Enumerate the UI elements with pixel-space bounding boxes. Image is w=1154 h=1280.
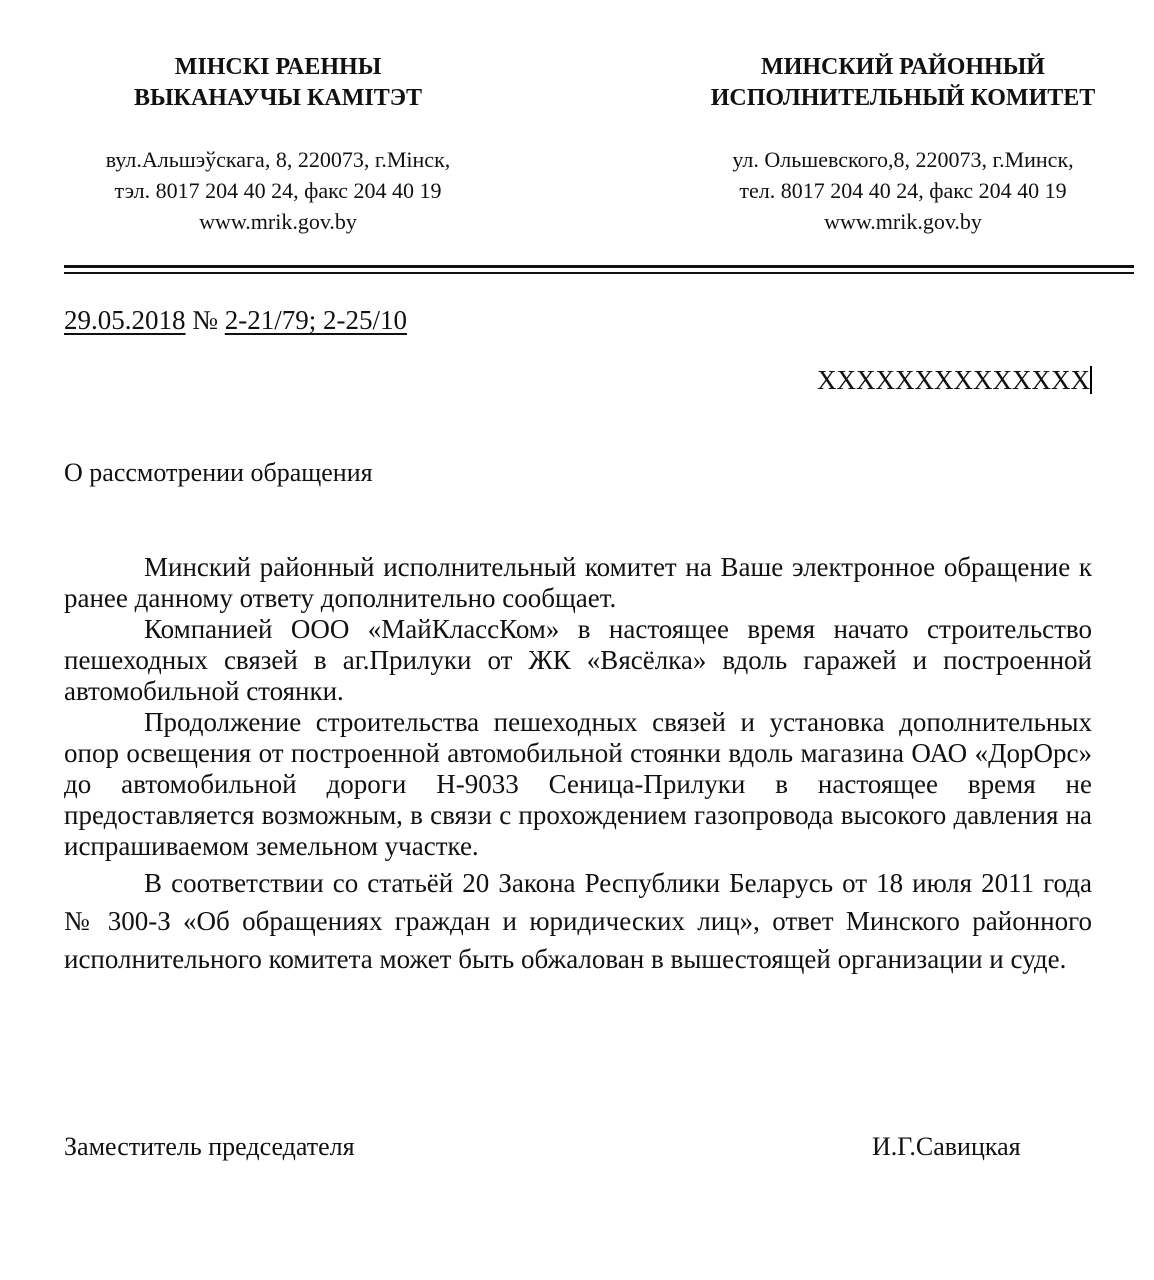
contacts-belarusian [60, 144, 496, 237]
paragraph: Минский районный исполнительный комитет на Ваше электронное обращение к ранее данному ответу дополнительно сообщает. [64, 552, 1092, 613]
phone: тэл. 8017 204 40 24, факс 204 40 19 [114, 178, 442, 203]
subject: О рассмотрении обращения [64, 458, 373, 487]
header-divider [64, 272, 1134, 274]
org-line-2: ИСПОЛНИТЕЛЬНЫЙ КОМИТЕТ [710, 85, 1096, 111]
org-line-2: ВЫКАНАУЧЫ КАМІТЭТ [133, 85, 422, 111]
org-name-russian [680, 52, 1126, 114]
paragraph: Компанией ООО «МайКлассКом» в настоящее время начато строительство пешеходных связей в аг.Прилуки от ЖК «Вясёлка» вдоль гаражей и построенной автомобильной стоянки. [64, 614, 1092, 706]
document-reference [64, 305, 407, 336]
org-line-1: МИНСКИЙ РАЙОННЫЙ [761, 54, 1045, 80]
phone: тел. 8017 204 40 24, факс 204 40 19 [739, 178, 1067, 203]
paragraph: Продолжение строительства пешеходных связей и установка дополнительных опор освещения от построенной автомобильной стоянки вдоль магазина ОАО «ДорОрс» до автомобильной дороги Н-9033 Сеница-Прилуки в настоящее время не предоставляется возможным, в связи с прохождением газопровода высокого давления на испрашиваемом земельном участке. [64, 707, 1092, 861]
document-number: 2-21/79; 2-25/10 [224, 305, 408, 335]
letter-body [64, 552, 1092, 978]
paragraph: В соответствии со статьёй 20 Закона Республики Беларусь от 18 июля 2011 года № 300-З «Об обращениях граждан и юридических лиц», ответ Минского районного исполнительного комитета может быть обжалован в вышестоящей организации и суде. [64, 868, 1092, 974]
addressee-name: XXXXXXXXXXXXXX [817, 365, 1090, 395]
document-date: 29.05.2018 [64, 305, 186, 335]
address: ул. Ольшевского,8, 220073, г.Минск, [732, 147, 1074, 172]
org-name-belarusian [60, 52, 496, 114]
website: www.mrik.gov.by [199, 209, 357, 234]
contacts-russian [680, 144, 1126, 237]
website: www.mrik.gov.by [824, 209, 982, 234]
signatory-name: И.Г.Савицкая [872, 1132, 1021, 1161]
number-sign: № [192, 305, 219, 335]
org-line-1: МІНСКІ РАЕННЫ [174, 54, 382, 80]
signatory-role: Заместитель председателя [64, 1132, 355, 1161]
address: вул.Альшэўскага, 8, 220073, г.Мінск, [105, 147, 451, 172]
text-cursor [1090, 366, 1092, 394]
addressee[interactable] [817, 365, 1092, 396]
header-divider [64, 265, 1134, 268]
